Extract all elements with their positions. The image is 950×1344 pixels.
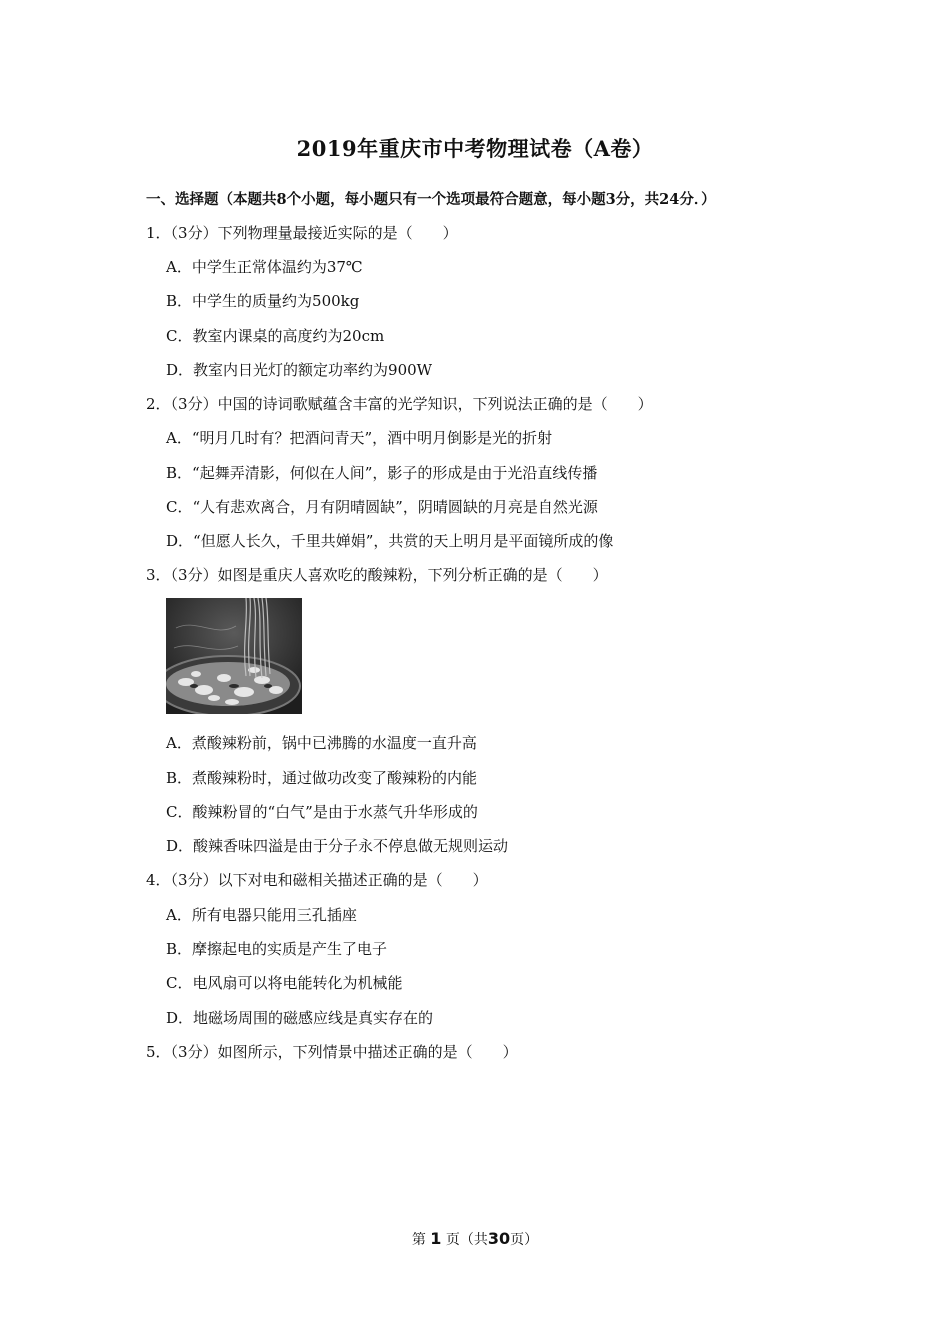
question-2-option-b: B．“起舞弄清影，何似在人间”，影子的形成是由于光沿直线传播 (166, 464, 598, 482)
section-heading: 一、选择题（本题共8个小题，每小题只有一个选项最符合题意，每小题3分，共24分．） (146, 191, 716, 208)
page-footer (0, 1229, 950, 1249)
footer-middle: 页（共 (445, 1232, 488, 1248)
question-1-stem: 1．（3分）下列物理量最接近实际的是（ ） (146, 224, 458, 242)
noodle-bowl-photo (166, 598, 302, 714)
footer-suffix: 页） (510, 1232, 539, 1248)
question-3-option-b: B．煮酸辣粉时，通过做功改变了酸辣粉的内能 (166, 769, 478, 787)
question-2-option-c: C．“人有悲欢离合，月有阴晴圆缺”，阴晴圆缺的月亮是自然光源 (166, 498, 598, 516)
question-4-option-c: C．电风扇可以将电能转化为机械能 (166, 974, 403, 992)
question-1-option-c: C．教室内课桌的高度约为20cm (166, 327, 385, 345)
question-3-option-d: D．酸辣香味四溢是由于分子永不停息做无规则运动 (166, 837, 509, 855)
question-3-option-a: A．煮酸辣粉前，锅中已沸腾的水温度一直升高 (166, 734, 477, 752)
page-title: 2019年重庆市中考物理试卷（A卷） (296, 136, 654, 161)
question-3-option-c: C．酸辣粉冒的“白气”是由于水蒸气升华形成的 (166, 803, 478, 821)
question-2-option-a: A．“明月几时有？把酒问青天”，酒中明月倒影是光的折射 (166, 429, 553, 447)
question-4-option-d: D．地磁场周围的磁感应线是真实存在的 (166, 1009, 434, 1027)
footer-page-number: 1 (430, 1229, 442, 1248)
question-1-option-a: A．中学生正常体温约为37℃ (166, 258, 363, 276)
footer-total-pages: 30 (487, 1229, 511, 1248)
question-5-stem: 5．（3分）如图所示，下列情景中描述正确的是（ ） (146, 1043, 518, 1061)
question-3-stem: 3．（3分）如图是重庆人喜欢吃的酸辣粉，下列分析正确的是（ ） (146, 566, 608, 584)
question-2-option-d: D．“但愿人长久，千里共婵娟”，共赏的天上明月是平面镜所成的像 (166, 532, 614, 550)
question-2-stem: 2．（3分）中国的诗词歌赋蕴含丰富的光学知识，下列说法正确的是（ ） (146, 395, 653, 413)
question-4-stem: 4．（3分）以下对电和磁相关描述正确的是（ ） (146, 871, 488, 889)
question-4-option-a: A．所有电器只能用三孔插座 (166, 906, 357, 924)
question-4-option-b: B．摩擦起电的实质是产生了电子 (166, 940, 388, 958)
question-1-option-b: B．中学生的质量约为500kg (166, 292, 360, 310)
question-1-option-d: D．教室内日光灯的额定功率约为900W (166, 361, 433, 379)
footer-prefix: 第 (411, 1232, 426, 1248)
